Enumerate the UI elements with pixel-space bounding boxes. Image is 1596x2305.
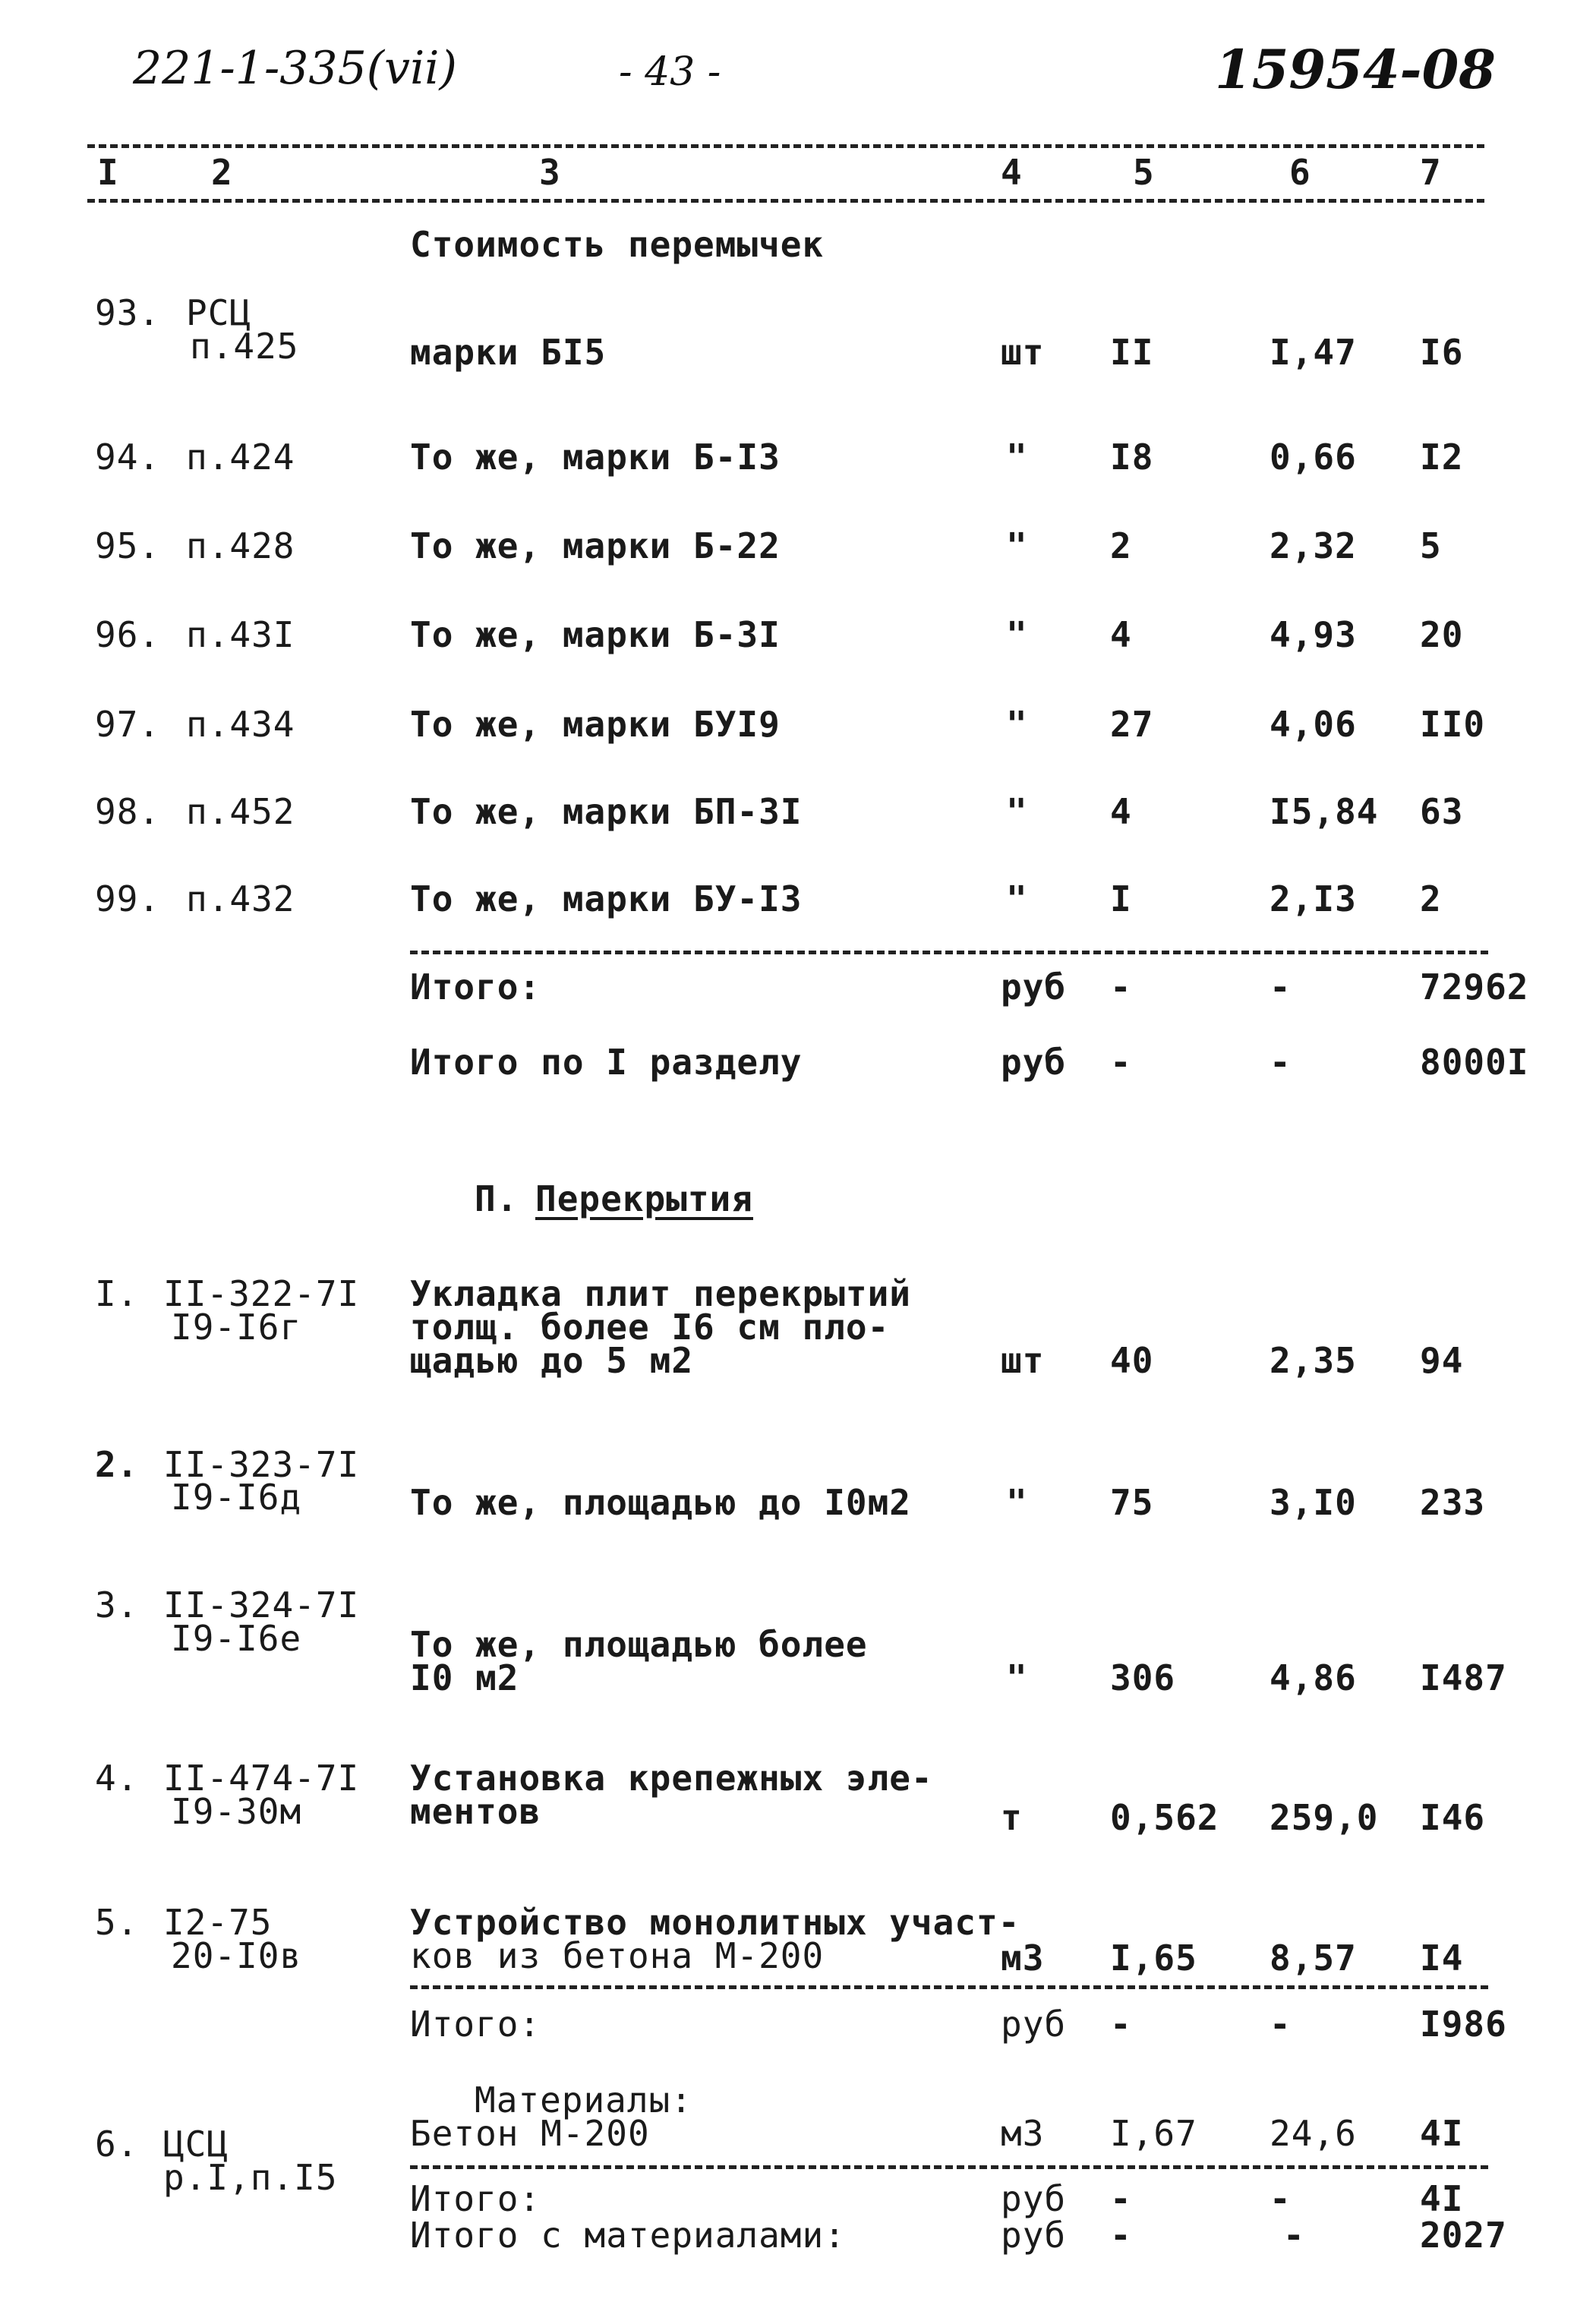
row-desc-line: То же, площадью до I0м2: [410, 1482, 911, 1523]
section2-total-unit: руб: [1001, 2004, 1067, 2045]
row-qty: 306: [1110, 1657, 1176, 1698]
row-price: 3,I0: [1270, 1482, 1357, 1523]
row-ref: п.432: [186, 878, 295, 919]
row-price: 24,6: [1270, 2113, 1357, 2154]
row-desc: марки БI5: [410, 332, 607, 373]
row-unit: ": [1006, 791, 1028, 832]
row-unit: шт: [1001, 1340, 1045, 1381]
row-desc: Бетон М-200: [410, 2113, 650, 2154]
col-5: 5: [1133, 152, 1154, 193]
materials-total-label: Итого:: [410, 2178, 541, 2219]
row-number: 5.: [95, 1902, 139, 1943]
row-ref2: I9-I6г: [171, 1307, 302, 1348]
materials-total-dash-price: -: [1270, 2178, 1292, 2219]
col-4: 4: [1001, 152, 1022, 193]
row-unit: ": [1006, 437, 1028, 478]
row-total: II0: [1420, 704, 1486, 745]
doc-code: 221-1-335(vii): [133, 42, 457, 95]
row-desc-line: ментов: [410, 1791, 541, 1832]
row-desc: То же, марки Б-22: [410, 525, 781, 566]
section1-grand-dash-price: -: [1270, 1042, 1292, 1083]
materials-total-rule: [410, 2165, 1488, 2169]
row-ref: п.452: [186, 791, 295, 832]
row-desc-line: I0 м2: [410, 1657, 519, 1698]
row-qty: 75: [1110, 1482, 1154, 1523]
row-desc: То же, марки Б-I3: [410, 437, 781, 478]
row-qty: 27: [1110, 704, 1154, 745]
section2-number: П.: [475, 1178, 519, 1219]
archive-number: 15954-08: [1215, 38, 1496, 101]
row-total: 63: [1420, 791, 1464, 832]
section1-total-dash-price: -: [1270, 966, 1292, 1007]
grand-total-dash-qty: -: [1110, 2215, 1132, 2256]
row-qty: I,67: [1110, 2113, 1197, 2154]
row-ref: II-474-7I: [163, 1758, 360, 1799]
section1-total-dash-qty: -: [1110, 966, 1132, 1007]
row-unit: м3: [1001, 2113, 1045, 2154]
row-unit: м3: [1001, 1938, 1045, 1979]
section2-total-dash-price: -: [1270, 2004, 1292, 2045]
row-ref: II-324-7I: [163, 1584, 360, 1625]
row-desc: То же, марки БУ-I3: [410, 878, 803, 919]
row-number: 93.: [95, 292, 161, 333]
row-ref: п.428: [186, 525, 295, 566]
row-price: I,47: [1270, 332, 1357, 373]
row-price: 2,32: [1270, 525, 1357, 566]
row-qty: I: [1110, 878, 1132, 919]
section2-total-dash-qty: -: [1110, 2004, 1132, 2045]
row-price: 8,57: [1270, 1938, 1357, 1979]
row-total: I6: [1420, 332, 1464, 373]
row-number: 97.: [95, 704, 161, 745]
row-price: 4,06: [1270, 704, 1357, 745]
materials-label: Материалы:: [475, 2080, 692, 2121]
row-number: 6.: [95, 2124, 139, 2165]
row-number: 4.: [95, 1758, 139, 1799]
row-qty: II: [1110, 332, 1154, 373]
col-7: 7: [1420, 152, 1441, 193]
section2-title: Перекрытия: [535, 1178, 753, 1219]
section1-total-rule: [410, 951, 1488, 954]
grand-total-value: 2027: [1420, 2215, 1507, 2256]
row-ref: II-323-7I: [163, 1444, 360, 1485]
section1-grand-value: 8000I: [1420, 1042, 1529, 1083]
row-unit: ": [1006, 614, 1028, 655]
row-ref: п.424: [186, 437, 295, 478]
header-rule-top: [87, 144, 1484, 148]
row-desc-line: Укладка плит перекрытий: [410, 1273, 911, 1314]
header-rule-bottom: [87, 199, 1484, 203]
section1-grand-unit: руб: [1001, 1042, 1067, 1083]
row-desc: То же, марки БП-3I: [410, 791, 803, 832]
section2-total-label: Итого:: [410, 2004, 541, 2045]
row-number: I.: [95, 1273, 139, 1314]
row-qty: 4: [1110, 614, 1132, 655]
row-unit: ": [1006, 878, 1028, 919]
page-number: - 43 -: [619, 49, 721, 95]
grand-total-unit: руб: [1001, 2215, 1067, 2256]
row-total: 94: [1420, 1340, 1464, 1381]
row-total: 4I: [1420, 2113, 1464, 2154]
row-ref: п.43I: [186, 614, 295, 655]
section1-total-label: Итого:: [410, 966, 541, 1007]
row-ref2: I9-I6е: [171, 1618, 302, 1659]
row-desc-line: ков из бетона М-200: [410, 1935, 825, 1976]
materials-total-unit: руб: [1001, 2178, 1067, 2219]
row-unit: шт: [1001, 332, 1045, 373]
col-2: 2: [211, 152, 232, 193]
row-unit: ": [1006, 525, 1028, 566]
row-ref: п.434: [186, 704, 295, 745]
row-number: 2.: [95, 1444, 139, 1485]
row-total: I487: [1420, 1657, 1507, 1698]
row-total: 20: [1420, 614, 1464, 655]
materials-total-value: 4I: [1420, 2178, 1464, 2219]
section-subtitle: Стоимость перемычек: [410, 224, 825, 265]
col-1: I: [97, 152, 118, 193]
row-ref: II-322-7I: [163, 1273, 360, 1314]
section1-grand-label: Итого по I разделу: [410, 1042, 803, 1083]
row-qty: I,65: [1110, 1938, 1197, 1979]
row-number: 3.: [95, 1584, 139, 1625]
row-total: I4: [1420, 1938, 1464, 1979]
row-desc-line: Установка крепежных эле-: [410, 1758, 933, 1799]
row-qty: 4: [1110, 791, 1132, 832]
row-ref: I2-75: [163, 1902, 273, 1943]
row-number: 98.: [95, 791, 161, 832]
section1-total-value: 72962: [1420, 966, 1529, 1007]
row-ref: РСЦ: [186, 292, 252, 333]
row-total: 2: [1420, 878, 1442, 919]
row-price: I5,84: [1270, 791, 1379, 832]
row-unit: т: [1001, 1797, 1023, 1838]
row-unit: ": [1006, 704, 1028, 745]
row-desc: То же, марки Б-3I: [410, 614, 781, 655]
section1-grand-dash-qty: -: [1110, 1042, 1132, 1083]
row-price: 2,35: [1270, 1340, 1357, 1381]
row-number: 99.: [95, 878, 161, 919]
row-unit: ": [1006, 1657, 1028, 1698]
materials-total-dash-qty: -: [1110, 2178, 1132, 2219]
row-ref2: I9-I6д: [171, 1477, 302, 1518]
row-desc-line: Устройство монолитных участ-: [410, 1902, 1020, 1943]
grand-total-label: Итого с материалами:: [410, 2215, 846, 2256]
row-desc-line: толщ. более I6 см пло-: [410, 1307, 890, 1348]
section2-total-value: I986: [1420, 2004, 1507, 2045]
grand-total-dash-price: -: [1283, 2215, 1305, 2256]
row-ref2: р.I,п.I5: [163, 2157, 338, 2198]
row-ref: ЦСЦ: [163, 2124, 229, 2165]
row-total: I46: [1420, 1797, 1486, 1838]
row-number: 95.: [95, 525, 161, 566]
row-total: I2: [1420, 437, 1464, 478]
row-total: 233: [1420, 1482, 1486, 1523]
row-desc-line: щадью до 5 м2: [410, 1340, 694, 1381]
row-qty: 2: [1110, 525, 1132, 566]
col-3: 3: [539, 152, 560, 193]
row-ref2: I9-30м: [171, 1791, 302, 1832]
section2-total-rule: [410, 1985, 1488, 1989]
row-price: 259,0: [1270, 1797, 1379, 1838]
row-qty: I8: [1110, 437, 1154, 478]
row-unit: ": [1006, 1482, 1028, 1523]
row-price: 2,I3: [1270, 878, 1357, 919]
row-number: 94.: [95, 437, 161, 478]
row-desc-line: То же, площадью более: [410, 1624, 868, 1665]
row-total: 5: [1420, 525, 1442, 566]
row-desc: То же, марки БУI9: [410, 704, 781, 745]
row-ref2: п.425: [190, 326, 299, 367]
section1-total-unit: руб: [1001, 966, 1067, 1007]
row-qty: 40: [1110, 1340, 1154, 1381]
row-price: 0,66: [1270, 437, 1357, 478]
row-price: 4,93: [1270, 614, 1357, 655]
row-ref2: 20-I0в: [171, 1935, 302, 1976]
row-price: 4,86: [1270, 1657, 1357, 1698]
row-qty: 0,562: [1110, 1797, 1219, 1838]
row-number: 96.: [95, 614, 161, 655]
col-6: 6: [1289, 152, 1311, 193]
